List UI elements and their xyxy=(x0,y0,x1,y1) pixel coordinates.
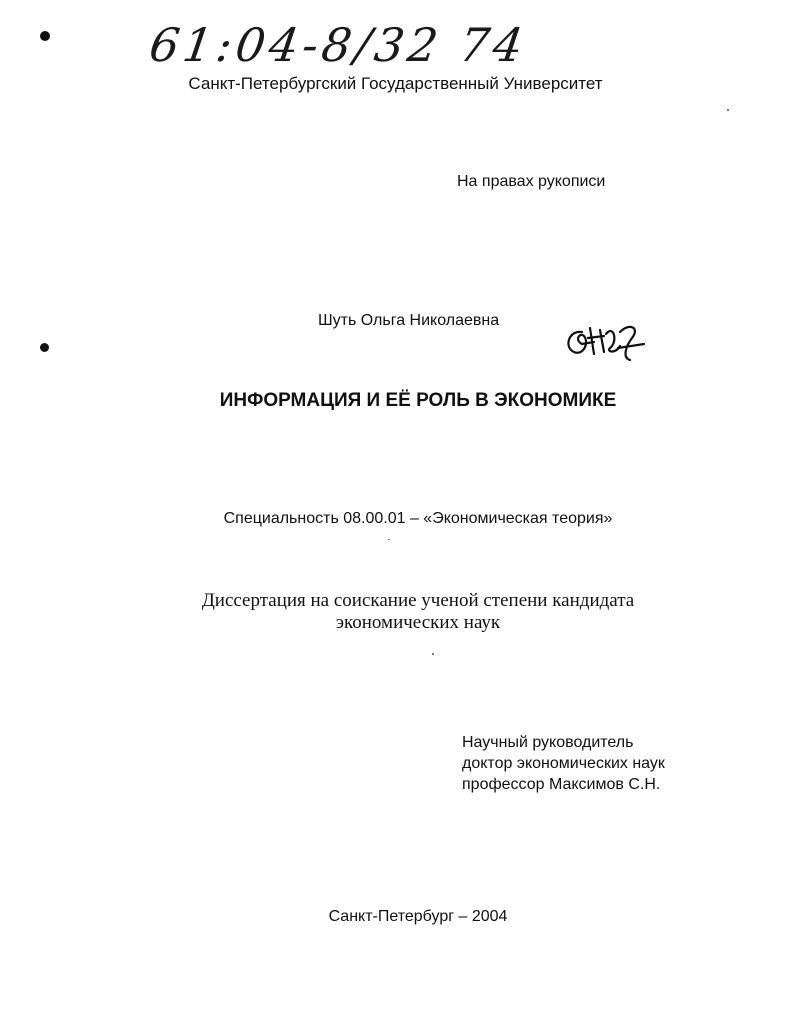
dissertation-line-2: экономических наук xyxy=(335,612,501,633)
supervisor-name: профессор Максимов С.Н. xyxy=(462,776,661,793)
supervisor-degree: доктор экономических наук xyxy=(462,755,665,772)
scan-speck xyxy=(432,653,434,655)
specialty-line: Специальность 08.00.01 – «Экономическая теория» xyxy=(223,510,613,527)
author-name: Шуть Ольга Николаевна xyxy=(318,312,500,329)
university-name: Санкт-Петербургский Государственный Университет xyxy=(188,74,603,93)
scan-speck xyxy=(388,539,390,540)
dissertation-statement xyxy=(0,590,791,634)
scan-speck xyxy=(727,109,729,111)
scan-dot xyxy=(40,31,50,41)
city-year: Санкт-Петербург – 2004 xyxy=(328,908,508,925)
signature-image xyxy=(560,318,646,364)
dissertation-title: ИНФОРМАЦИЯ И ЕЁ РОЛЬ В ЭКОНОМИКЕ xyxy=(219,390,617,411)
handwritten-archive-number: 61:04-8/32 74 xyxy=(146,18,531,72)
supervisor-role: Научный руководитель xyxy=(462,734,634,751)
manuscript-rights-note: На правах рукописи xyxy=(457,173,606,190)
dissertation-line-1: Диссертация на соискание ученой степени кандидата xyxy=(201,590,635,611)
supervisor-block xyxy=(462,732,665,795)
scan-dot xyxy=(40,343,49,352)
